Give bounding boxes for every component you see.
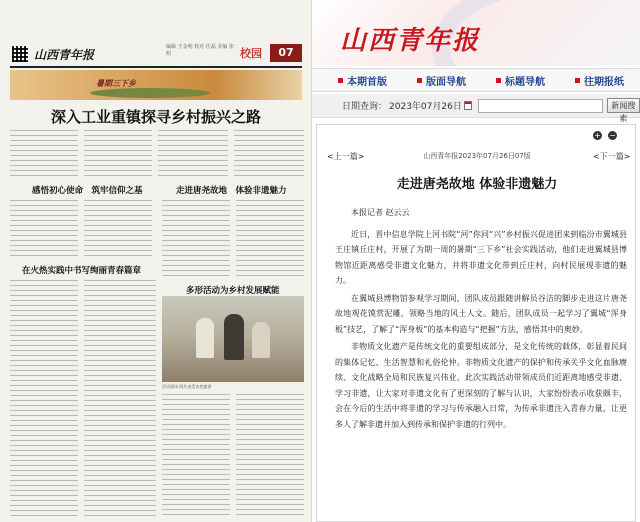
news-search-button[interactable]: 新闻搜索 <box>607 98 640 113</box>
search-input[interactable] <box>478 99 603 113</box>
paper-text-block[interactable] <box>162 394 230 516</box>
paper-text-block[interactable] <box>84 130 152 180</box>
paper-subhead[interactable]: 多形活动为乡村发展赋能 <box>186 286 280 296</box>
paper-photo <box>162 296 304 382</box>
paper-masthead-logo: 山西青年报 <box>34 48 95 62</box>
paper-main-title[interactable]: 深入工业重镇探寻乡村振兴之路 <box>50 108 261 126</box>
nav-label: 版面导航 <box>426 76 466 88</box>
site-logo[interactable]: 山西青年报 <box>340 26 481 56</box>
top-nav <box>312 68 640 92</box>
paper-subhead[interactable]: 走进唐尧故地 体验非遗魅力 <box>176 186 287 196</box>
paper-text-block[interactable] <box>84 280 156 516</box>
calendar-icon[interactable] <box>464 101 472 110</box>
newspaper-page-image[interactable] <box>0 0 312 522</box>
nav-item-front-page[interactable] <box>338 73 387 88</box>
zoom-in-icon[interactable]: + <box>594 131 601 140</box>
paper-text-block[interactable] <box>10 200 78 258</box>
article-paragraph: 近日，晋中信息学院上河书院“河”你同“兴”乡村振兴促进团来到临汾市翼城县王庄镇丘庄村，开展了为期一周的暑期“三下乡”社会实践活动，他们走进翼城县博物馆近距离感受非遗文化魅力，并将非遗文化带到丘庄村，向村民展现非遗的魅力。 <box>335 229 627 285</box>
next-article-link[interactable]: <下一篇> <box>593 152 631 161</box>
nav-label: 往期报纸 <box>584 76 624 88</box>
paper-text-block[interactable] <box>236 394 304 516</box>
paper-edit-info: 编辑 王金明 校对 任磊 美编 张明 <box>166 44 234 57</box>
zoom-out-icon[interactable]: − <box>609 131 616 140</box>
paper-text-block[interactable] <box>234 130 304 180</box>
nav-item-archive[interactable] <box>575 73 624 88</box>
article-title: 走进唐尧故地 体验非遗魅力 <box>396 177 558 192</box>
article-panel <box>316 124 636 522</box>
qr-code <box>12 46 28 62</box>
bullet-icon <box>417 78 422 83</box>
site-header <box>312 0 640 66</box>
nav-label: 标题导航 <box>505 76 545 88</box>
date-search-bar <box>312 94 640 123</box>
paper-page-number: 07 <box>270 44 302 62</box>
paper-text-block[interactable] <box>10 130 78 180</box>
paper-subhead[interactable]: 在火热实践中书写绚丽青春篇章 <box>22 266 142 276</box>
issue-info: 山西青年报2023年07月26日07版 <box>423 152 531 160</box>
banner-text: 暑期三下乡 <box>96 79 136 88</box>
paper-photo-caption: 活动现场 图片由受访者提供 <box>162 384 212 389</box>
paper-banner-image <box>10 70 302 100</box>
paper-subhead[interactable]: 感悟初心使命 筑牢信仰之基 <box>32 186 143 196</box>
site-panel <box>312 0 640 522</box>
nav-label: 本期首版 <box>347 76 387 88</box>
bullet-icon <box>496 78 501 83</box>
article-author: 本报记者 赵云云 <box>351 208 410 217</box>
paper-text-block[interactable] <box>10 280 78 516</box>
paper-text-block[interactable] <box>84 200 152 258</box>
paper-text-block[interactable] <box>162 200 230 280</box>
prev-article-link[interactable]: <上一篇> <box>327 152 365 161</box>
nav-item-title-nav[interactable] <box>496 73 545 88</box>
paper-header-rule <box>10 66 302 68</box>
date-value[interactable]: 2023年07月26日 <box>389 102 462 112</box>
nav-item-page-nav[interactable] <box>417 73 466 88</box>
paper-text-block[interactable] <box>236 200 304 280</box>
article-paragraph: 在翼城县博物馆参观学习期间，团队成员跟随讲解员谷洁的脚步走进这片唐尧故地观花馍赏泥雕，领略当地的风土人文。随后，团队成员一起学习了翼城“浑身板”技艺，了解了“浑身板”的基本构造与“把握”方法，感悟其中的奥妙。 <box>335 293 627 334</box>
paper-text-block[interactable] <box>158 130 228 180</box>
date-query-label: 日期查询： <box>342 102 388 112</box>
article-paragraph: 非物质文化遗产是传统文化的重要组成部分，是文化传统的载体，彰显着民间的集体记忆、生活智慧和礼俗伦仲。非物质文化遗产的保护和传承关乎文化血脉赓续、文化战略全局和民族复兴伟业。此次实践活动带领成员们近距离地感受非遗、学习非遗，让大家对非遗文化有了更深刻的了解与认识，大家纷纷表示收获颇丰，会在今后的生活中将非遗的学习与传承融入日常，为传承非遗注入青春力量，让更多人了解非遗并加入到传承和保护非遗的行列中。 <box>335 342 627 429</box>
bullet-icon <box>575 78 580 83</box>
bullet-icon <box>338 78 343 83</box>
article-body <box>335 205 627 434</box>
paper-section-name: 校园 <box>240 47 262 60</box>
